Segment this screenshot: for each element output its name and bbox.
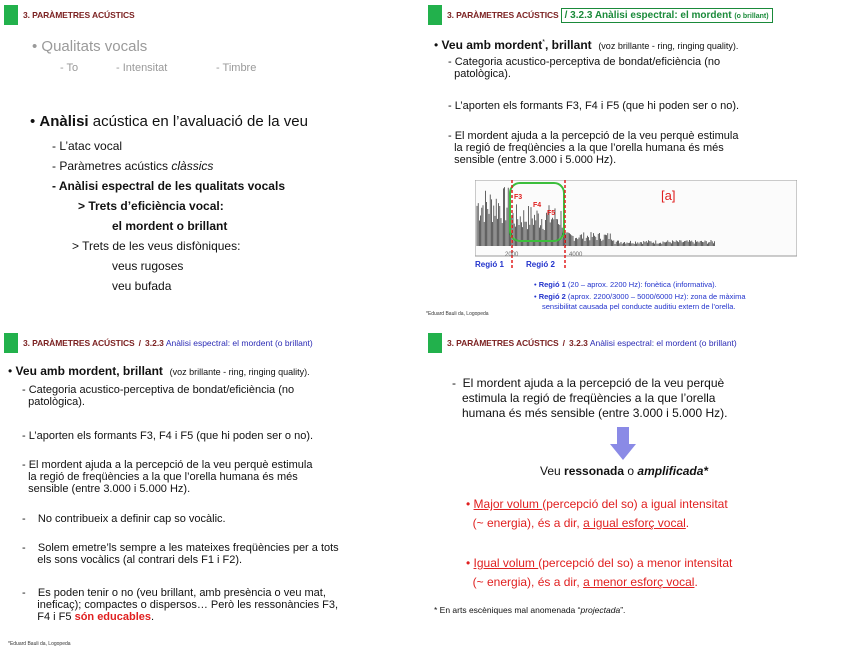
slide-header <box>424 4 773 26</box>
legend-region2-cont: sensibilitat causada pel conducte auditiu extern de l’orella. <box>542 302 736 311</box>
item-parametres: - Paràmetres acústics clàssics <box>52 159 214 173</box>
analisi-rest: acústica en l’avaluació de la veu <box>88 113 308 130</box>
f5-label: F5 <box>547 210 556 217</box>
efic-item: el mordent o brillant <box>112 219 228 233</box>
slide-header <box>0 332 313 354</box>
footer-author: *Eduard Bauli da, Logopeda <box>426 311 489 317</box>
analisi-bold: Anàlisi <box>39 113 89 130</box>
header-title: 3. PARÀMETRES ACÚSTICS <box>447 10 559 20</box>
sub-timbre: - Timbre <box>216 62 257 74</box>
header-subsection: 3.2.3 Anàlisi espectral: el mordent (o brillant) <box>145 338 313 348</box>
slide-2 <box>424 0 848 327</box>
slide-header <box>0 4 135 26</box>
result-1: • Major volum (percepció del so) a igual intensitat (~ energia), és a dir, a igual esforç vocal. <box>466 497 728 530</box>
point-formants: - L’aporten els formants F3, F4 i F5 (que hi poden ser o no). <box>448 100 740 112</box>
disf-item-bufada: veu bufada <box>112 279 172 293</box>
header-title: 3. PARÀMETRES ACÚSTICS <box>23 10 135 20</box>
vowel-label: [a] <box>661 188 676 203</box>
header-subsection-box: / 3.2.3 Anàlisi espectral: el mordent (o brillant) <box>561 8 773 23</box>
intro-line: • Veu amb mordent*, brillant (voz brillante - ring, ringing quality). <box>434 38 739 52</box>
point-percepcio: - El mordent ajuda a la percepció de la veu perquè estimula la regió de freqüències a la que l’orella humana és més sensible (entre 3.000 i 5.000 Hz). <box>22 459 313 495</box>
arrow-down-icon <box>610 427 636 461</box>
result-2: • Igual volum (percepció del so) a menor intensitat (~ energia), és a dir, a menor esforç vocal. <box>466 556 733 589</box>
legend-region2: • Regió 2 (aprox. 2200/3000 – 5000/6000 Hz): zona de màxima <box>534 292 746 301</box>
f4-label: F4 <box>533 202 542 209</box>
header-square-icon <box>428 333 442 353</box>
spectrum-figure <box>475 180 797 270</box>
tick-2000: 2000 <box>505 252 519 258</box>
point-vocalic: - No contribueix a definir cap so vocàlic. <box>22 513 226 525</box>
header-square-icon <box>4 333 18 353</box>
header-sep: / <box>562 338 565 348</box>
point-categoria: - Categoria acustico-perceptiva de bondat/eficiència (no patològica). <box>448 56 721 80</box>
point-percepcio: - El mordent ajuda a la percepció de la veu perquè estimula la regió de freqüències a la que l’orella humana és més sensible (entre 3.000 i 5.000 Hz). <box>448 130 739 166</box>
veu-ressonada: Veu ressonada o amplificada* <box>540 464 709 478</box>
region2-label: Regió 2 <box>526 260 555 269</box>
disf-item-rugoses: veus rugoses <box>112 259 184 273</box>
header-subsection: 3.2.3 Anàlisi espectral: el mordent (o brillant) <box>569 338 737 348</box>
header-sep: / <box>138 338 141 348</box>
point-frequencies: - Solem emetre’ls sempre a les mateixes freqüències per a tots els sons vocàlics (al contrari dels F1 i F2). <box>22 542 339 566</box>
intro-line: • Veu amb mordent, brillant (voz brillante - ring, ringing quality). <box>8 364 310 378</box>
item-analisi-espectral: - Anàlisi espectral de les qualitats vocals <box>52 179 285 193</box>
header-title: 3. PARÀMETRES ACÚSTICS <box>23 338 135 348</box>
header-title: 3. PARÀMETRES ACÚSTICS <box>447 338 559 348</box>
note-projectada: * En arts escèniques mal anomenada “projectada”. <box>434 605 626 615</box>
point-educables: - Es poden tenir o no (veu brillant, amb presència o veu mat, ineficaç); compactes o dispersos… Però les ressonàncies F3, F4 i F5 són educables. <box>22 587 339 623</box>
point-percepcio: - El mordent ajuda a la percepció de la veu perquè estimula la regió de freqüències a la que l’orella humana és més sensible (entre 3.000 i 5.000 Hz). <box>452 376 728 420</box>
spectrum-frame <box>475 180 797 256</box>
slide-4 <box>424 328 848 655</box>
disf-title: > Trets de les veus disfòniques: <box>72 239 241 253</box>
header-square-icon <box>428 5 442 25</box>
sub-to: - To <box>60 62 79 74</box>
bullet-qualitats: • Qualitats vocals <box>32 38 148 55</box>
point-categoria: - Categoria acustico-perceptiva de bondat/eficiència (no patològica). <box>22 384 295 408</box>
f3-label: F3 <box>514 194 523 201</box>
slide-1 <box>0 0 424 327</box>
item-atac: - L’atac vocal <box>52 139 123 153</box>
footer-author: *Eduard Bauli da, Logopeda <box>8 641 71 647</box>
bullet-analisi: • Anàlisi acústica en l’avaluació de la veu <box>30 113 308 130</box>
legend-region1: • Regió 1 (20 – aprox. 2200 Hz): fonètica (informativa). <box>534 280 717 289</box>
slide-header <box>424 332 737 354</box>
slide-3 <box>0 328 424 655</box>
efic-title: > Trets d’eficiència vocal: <box>78 199 224 213</box>
region1-label: Regió 1 <box>475 260 504 269</box>
tick-4000: 4000 <box>569 252 583 258</box>
point-formants: - L’aporten els formants F3, F4 i F5 (que hi poden ser o no). <box>22 430 314 442</box>
sub-intensitat: - Intensitat <box>116 62 168 74</box>
header-square-icon <box>4 5 18 25</box>
